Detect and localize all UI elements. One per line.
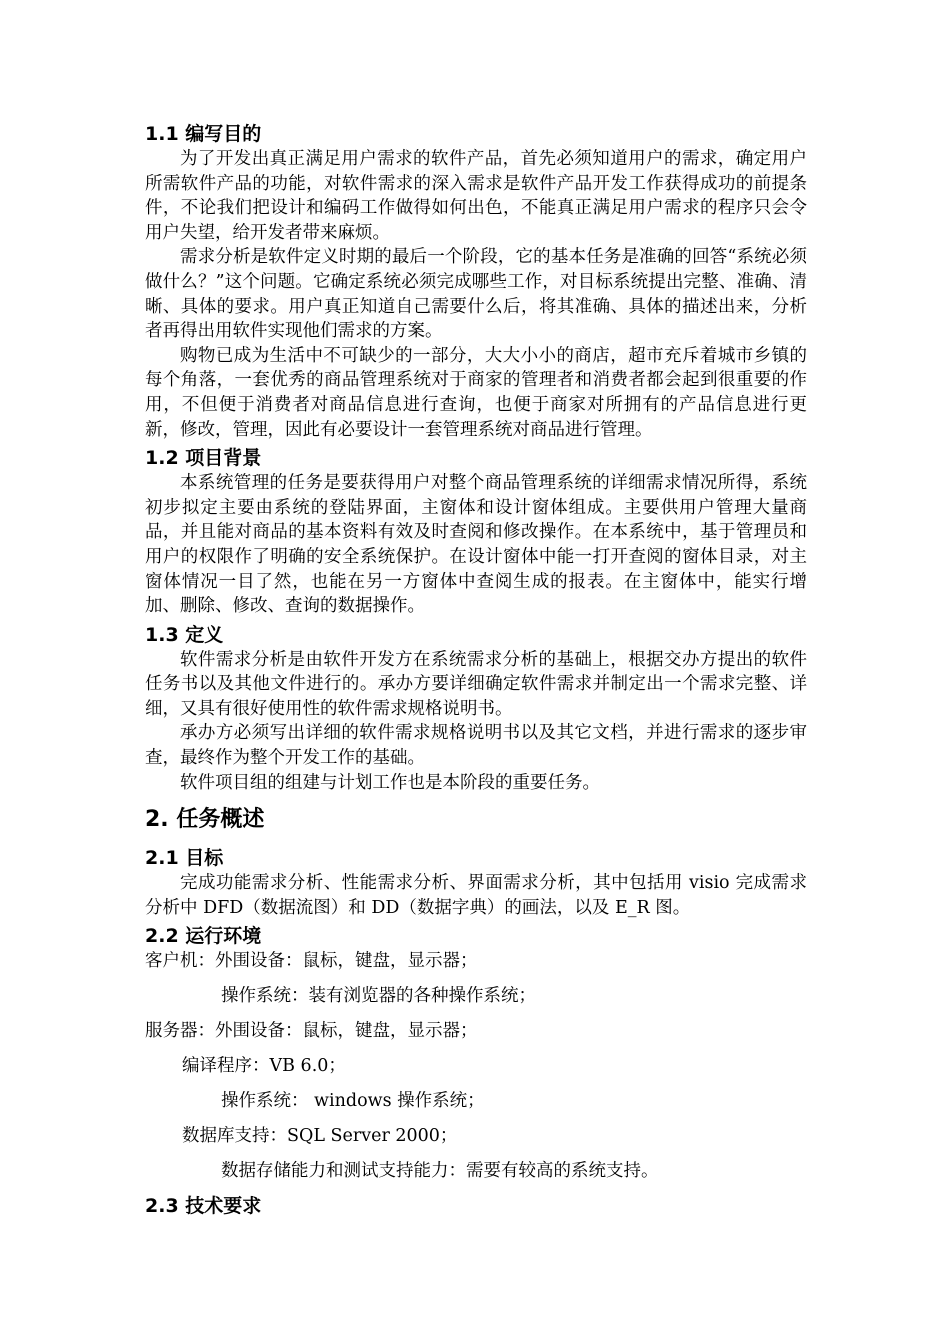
paragraph: 承办方必须写出详细的软件需求规格说明书以及其它文档，并进行需求的逐步审查，最终作为整个开发工作的基础。 [145,723,807,769]
paragraph: 本系统管理的任务是要获得用户对整个商品管理系统的详细需求情况所得，系统初步拟定主要由系统的登陆界面，主窗体和设计窗体组成。主要供用户管理大量商品，并且能对商品的基本资料有效及时查阅和修改操作。在本系统中，基于管理员和用户的权限作了明确的安全系统保护。在设计窗体中能一打开查阅的窗体目录，对主窗体情况一目了然，也能在另一方窗体中查阅生成的报表。在主窗体中，能实行增加、删除、修改、查询的数据操作。 [145,473,807,617]
env-client-os: 操作系统：装有浏览器的各种操作系统； [221,986,536,1007]
env-compiler: 编译程序：VB 6.0； [182,1056,346,1077]
paragraph: 软件需求分析是由软件开发方在系统需求分析的基础上，根据交办方提出的软件任务书以及其他文件进行的。承办方要详细确定软件需求并制定出一个需求完整、详细，又具有很好使用性的软件需求规格说明书。 [145,649,807,719]
paragraph: 为了开发出真正满足用户需求的软件产品，首先必须知道用户的需求，确定用户所需软件产品的功能，对软件需求的深入需求是软件产品开发工作获得成功的前提条件，不论我们把设计和编码工作做得如何出色，不能真正满足用户需求的程序只会令用户失望，给开发者带来麻烦。 [145,149,807,243]
paragraph: 完成功能需求分析、性能需求分析、界面需求分析，其中包括用 visio 完成需求分析中 DFD（数据流图）和 DD（数据字典）的画法，以及 E_R 图。 [145,873,807,918]
env-database: 数据库支持：SQL Server 2000； [182,1126,458,1147]
paragraph: 购物已成为生活中不可缺少的一部分，大大小小的商店，超市充斥着城市乡镇的每个角落，一套优秀的商品管理系统对于商家的管理者和消费者都会起到很重要的作用，不但便于消费者对商品信息进行查询，也便于商家对所拥有的产品信息进行更新，修改，管理，因此有必要设计一套管理系统对商品进行管理。 [145,345,807,440]
env-server-os: 操作系统： windows 操作系统； [221,1091,485,1112]
paragraph: 软件项目组的组建与计划工作也是本阶段的重要任务。 [180,772,600,793]
env-server-hardware: 服务器：外围设备：鼠标，键盘，显示器； [145,1021,478,1042]
heading-2-2: 2.2 运行环境 [145,925,262,948]
paragraph: 需求分析是软件定义时期的最后一个阶段，它的基本任务是准确的回答“系统必须做什么？”这个问题。它确定系统必须完成哪些工作，对目标系统提出完整、准确、清晰、具体的要求。用户真正知道自己需要什么后，将其准确、具体的描述出来，分析者再得出用软件实现他们需求的方案。 [145,247,807,342]
env-storage: 数据存储能力和测试支持能力：需要有较高的系统支持。 [221,1161,659,1182]
heading-2-1: 2.1 目标 [145,847,224,870]
heading-1-3: 1.3 定义 [145,623,224,646]
heading-1-1: 1.1 编写目的 [145,123,262,145]
heading-1-2: 1.2 项目背景 [145,447,262,470]
heading-2: 2. 任务概述 [145,807,265,833]
env-client-hardware: 客户机：外围设备：鼠标，键盘，显示器； [145,951,478,972]
heading-2-3: 2.3 技术要求 [145,1195,262,1218]
document-body [145,121,807,1219]
